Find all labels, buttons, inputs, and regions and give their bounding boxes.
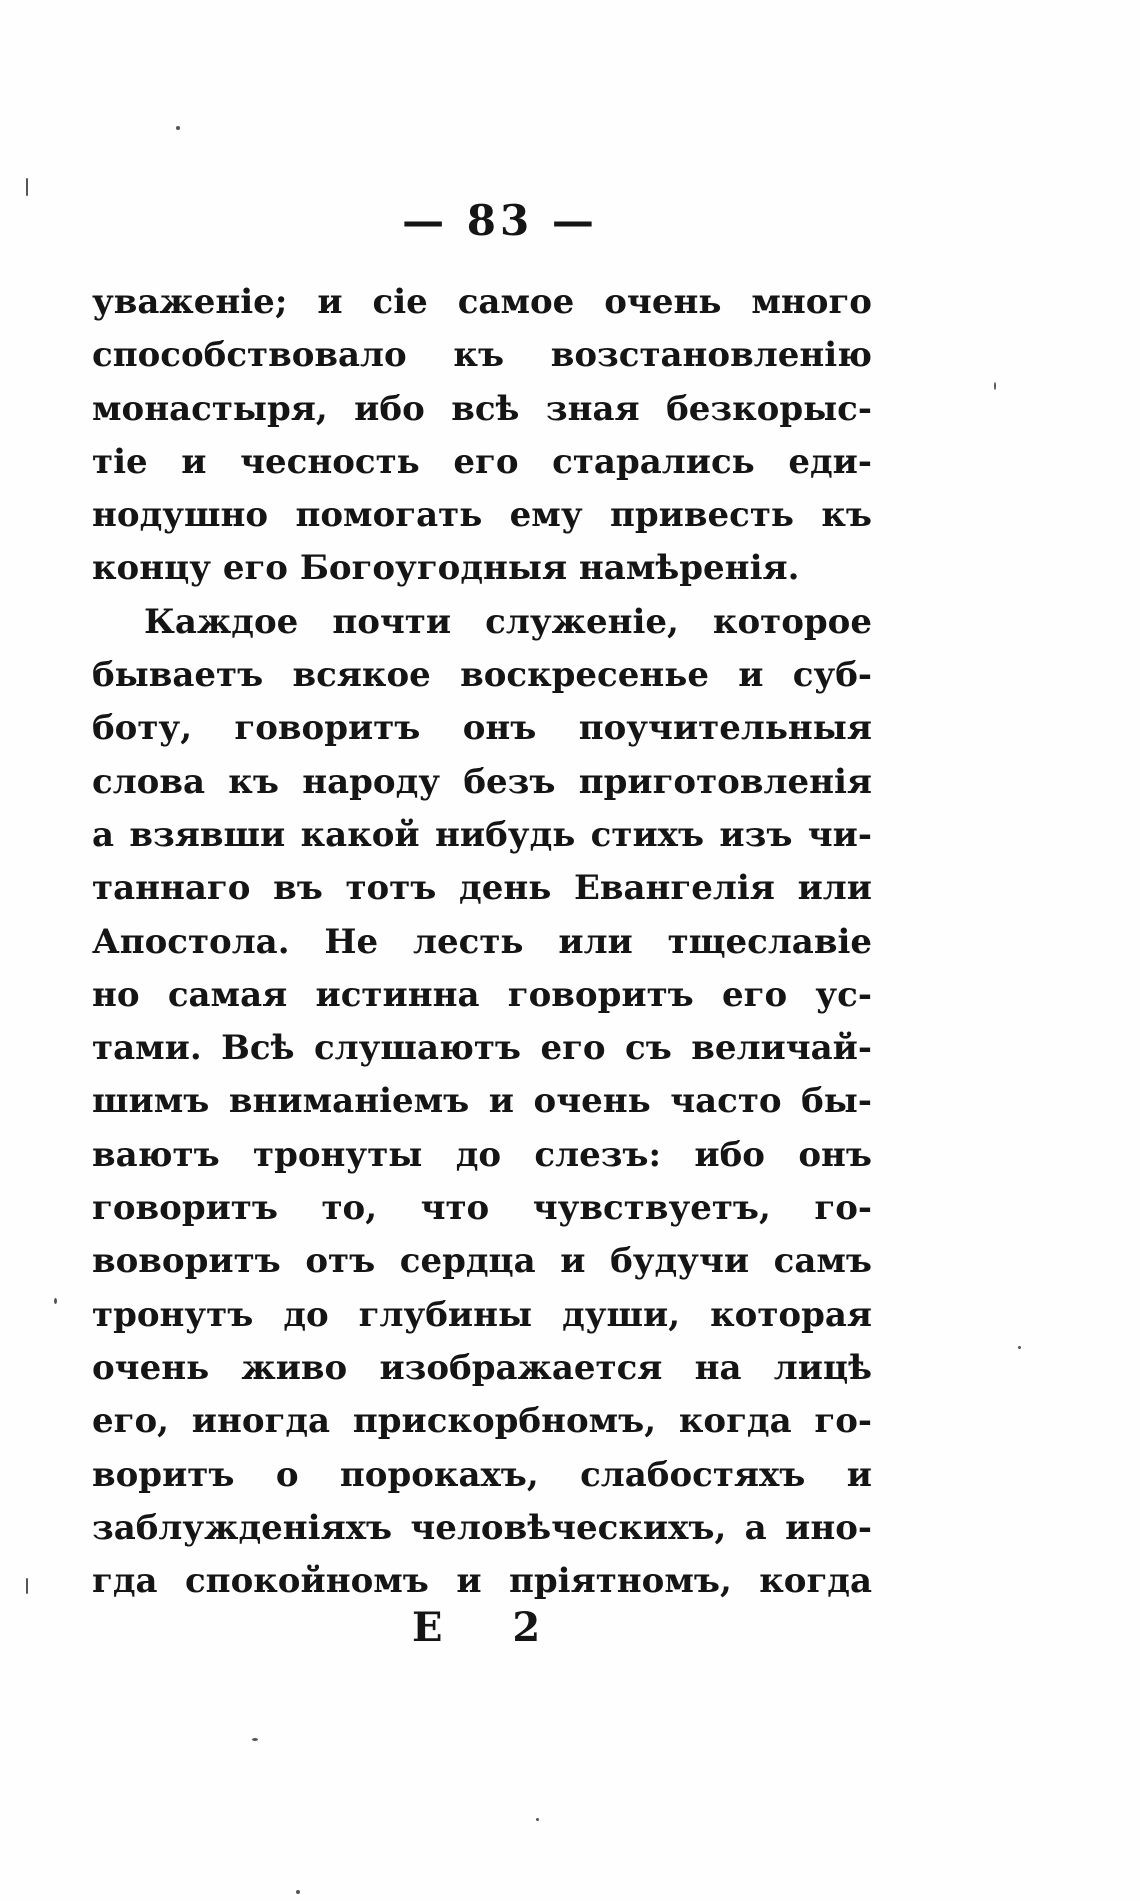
text-line: но самая истинна говоритъ его ус- [92, 974, 872, 1015]
text-line: шимъ вниманіемъ и очень часто бы- [92, 1081, 872, 1122]
signature-mark: Е 2 [412, 1604, 569, 1651]
text-line: способствовало къ возстановленію [92, 335, 872, 376]
text-line: заблужденіяхъ человѣческихъ, а ино- [92, 1507, 872, 1548]
text-line: боту, говоритъ онъ поучительныя [92, 708, 872, 749]
text-line: бываетъ всякое воскресенье и суб- [92, 655, 872, 696]
print-speck [296, 1890, 300, 1894]
print-speck [26, 178, 28, 196]
text-line: его, иногда прискорбномъ, когда го- [92, 1401, 872, 1442]
page-number: — 83 — [402, 196, 598, 245]
print-speck [176, 126, 180, 130]
text-line: тіе и чесность его старались еди- [92, 441, 872, 482]
text-line: уваженіе; и сіе самое очень много [92, 282, 872, 322]
print-speck [1018, 1346, 1021, 1349]
text-line: тронутъ до глубины души, которая [92, 1294, 872, 1335]
text-line: концу его Богоугодныя намѣренія. [92, 548, 800, 589]
text-line: слова къ народу безъ приготовленія [92, 761, 872, 802]
text-line: тами. Всѣ слушаютъ его съ величай- [92, 1028, 872, 1069]
text-line: воритъ о порокахъ, слабостяхъ и [92, 1454, 872, 1495]
text-line: ваютъ тронуты до слезъ: ибо онъ [92, 1134, 872, 1175]
text-line: говоритъ то, что чувствуетъ, го- [92, 1188, 872, 1229]
text-line: а взявши какой нибудь стихъ изъ чи- [92, 814, 872, 855]
print-speck [26, 1578, 28, 1594]
print-speck [536, 1818, 539, 1821]
text-line: очень живо изображается на лицѣ [92, 1347, 872, 1388]
text-line: нодушно помогать ему привесть къ [92, 495, 872, 536]
text-line: гда спокойномъ и пріятномъ, когда [92, 1561, 872, 1602]
print-speck [994, 382, 996, 390]
text-line: воворитъ отъ сердца и будучи самъ [92, 1241, 872, 1282]
text-line: Каждое почти служеніе, которое [144, 601, 872, 642]
text-line: таннаго въ тотъ день Евангелія или [92, 868, 872, 909]
text-line: Апостола. Не лесть или тщеславіе [92, 921, 872, 962]
body-text [92, 276, 872, 1608]
text-line: монастыря, ибо всѣ зная безкорыс- [92, 388, 872, 429]
print-speck [252, 1738, 258, 1741]
print-speck [54, 1298, 57, 1304]
